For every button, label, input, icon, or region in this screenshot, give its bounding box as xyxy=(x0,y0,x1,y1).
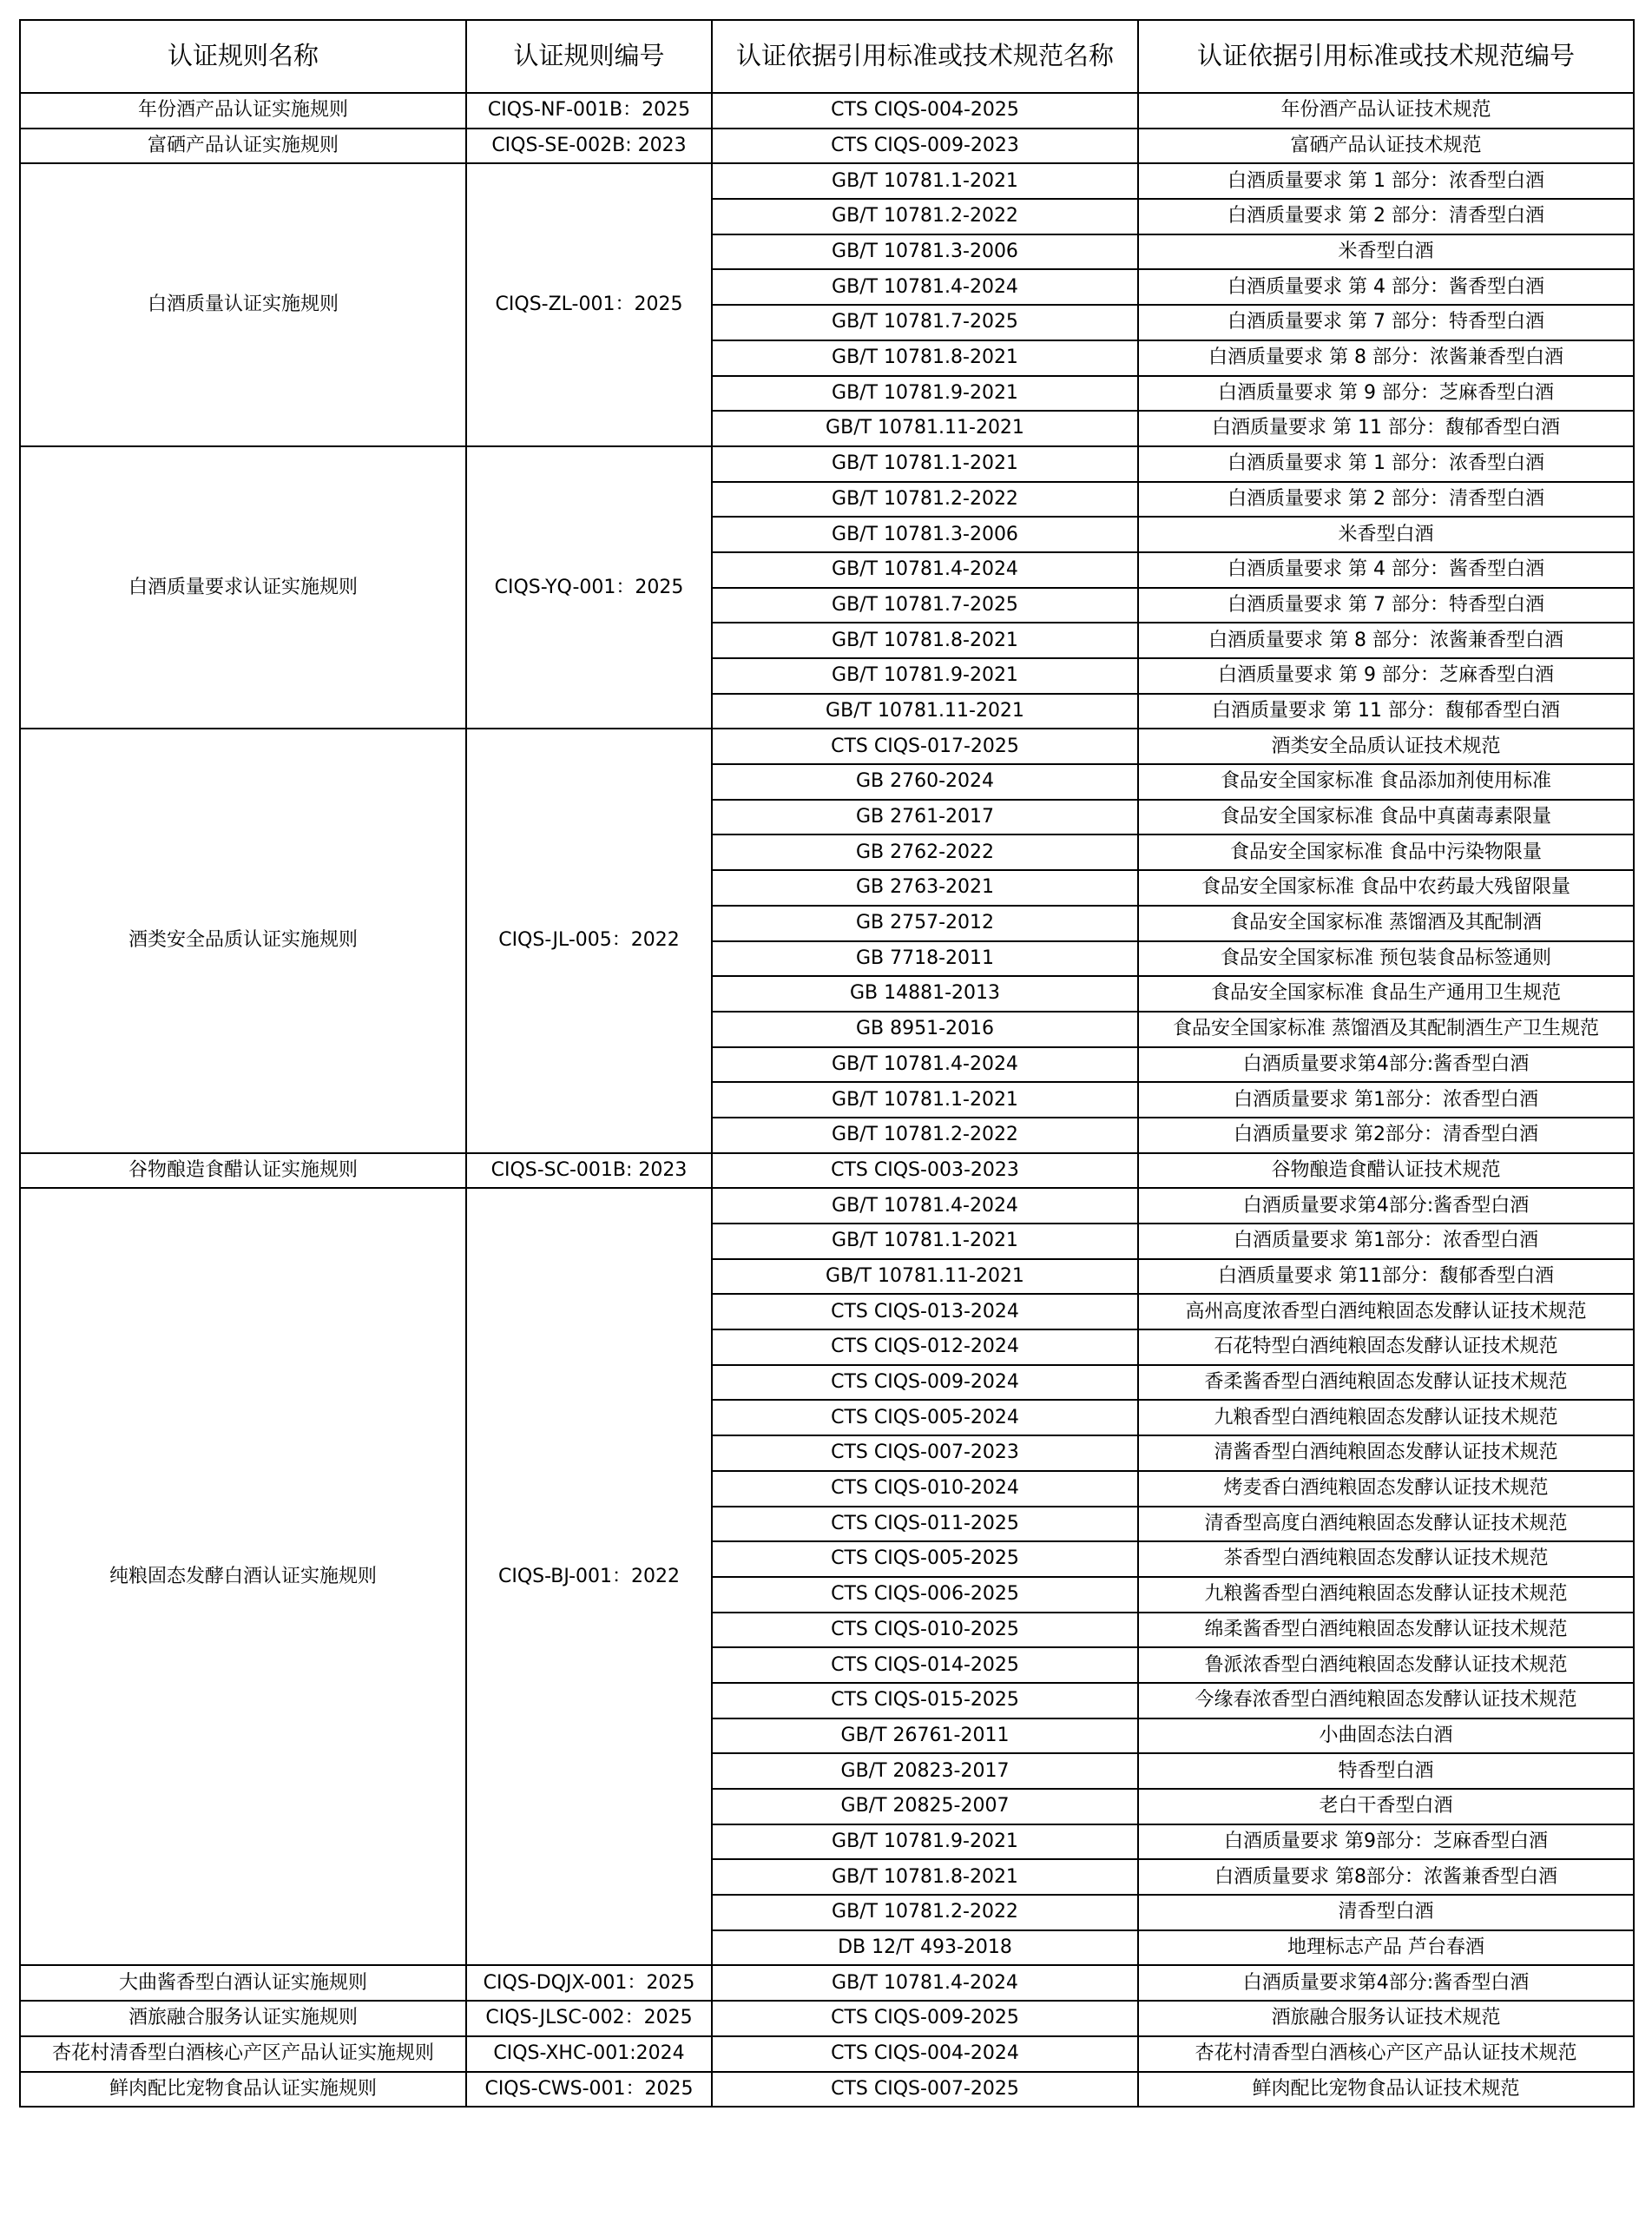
rule-name-cell: 谷物酿造食醋认证实施规则 xyxy=(20,1153,466,1189)
rule-code-cell: CIQS-JL-005：2022 xyxy=(466,729,712,1152)
table-row xyxy=(20,1965,1634,2001)
rule-code-cell: CIQS-NF-001B：2025 xyxy=(466,93,712,129)
standard-name-cell: 白酒质量要求 第 1 部分：浓香型白酒 xyxy=(1138,446,1634,482)
standard-code-cell: GB/T 10781.4-2024 xyxy=(712,1965,1138,2001)
table-row xyxy=(20,2001,1634,2036)
standard-code-cell: GB 2760-2024 xyxy=(712,764,1138,800)
standard-code-cell: GB 7718-2011 xyxy=(712,941,1138,977)
table-row xyxy=(20,163,1634,199)
standard-name-cell: 白酒质量要求 第 2 部分：清香型白酒 xyxy=(1138,482,1634,518)
rule-name-cell: 白酒质量认证实施规则 xyxy=(20,163,466,446)
standard-name-cell: 小曲固态法白酒 xyxy=(1138,1718,1634,1754)
standard-name-cell: 杏花村清香型白酒核心产区产品认证技术规范 xyxy=(1138,2036,1634,2072)
standard-code-cell: CTS CIQS-010-2025 xyxy=(712,1613,1138,1648)
rule-code-cell: CIQS-XHC-001:2024 xyxy=(466,2036,712,2072)
rule-code-cell: CIQS-SE-002B: 2023 xyxy=(466,129,712,164)
table-row xyxy=(20,129,1634,164)
standard-name-cell: 白酒质量要求 第 9 部分：芝麻香型白酒 xyxy=(1138,658,1634,694)
standard-code-cell: GB/T 10781.2-2022 xyxy=(712,1118,1138,1153)
rule-name-cell: 富硒产品认证实施规则 xyxy=(20,129,466,164)
standard-name-cell: 老白干香型白酒 xyxy=(1138,1789,1634,1824)
standard-code-cell: GB 2763-2021 xyxy=(712,870,1138,906)
standard-code-cell: GB/T 10781.3-2006 xyxy=(712,517,1138,552)
standard-name-cell: 白酒质量要求 第8部分：浓酱兼香型白酒 xyxy=(1138,1859,1634,1895)
standard-code-cell: GB/T 10781.1-2021 xyxy=(712,1224,1138,1259)
standard-name-cell: 食品安全国家标准 食品中农药最大残留限量 xyxy=(1138,870,1634,906)
standard-code-cell: GB/T 10781.4-2024 xyxy=(712,552,1138,588)
standard-name-cell: 特香型白酒 xyxy=(1138,1753,1634,1789)
standard-name-cell: 米香型白酒 xyxy=(1138,234,1634,270)
rule-name-cell: 大曲酱香型白酒认证实施规则 xyxy=(20,1965,466,2001)
standard-name-cell: 白酒质量要求 第9部分：芝麻香型白酒 xyxy=(1138,1824,1634,1860)
standard-code-cell: GB/T 10781.4-2024 xyxy=(712,1188,1138,1224)
rule-name-cell: 鲜肉配比宠物食品认证实施规则 xyxy=(20,2072,466,2108)
standard-code-cell: GB/T 10781.9-2021 xyxy=(712,658,1138,694)
rule-code-cell: CIQS-JLSC-002：2025 xyxy=(466,2001,712,2036)
standard-name-cell: 石花特型白酒纯粮固态发酵认证技术规范 xyxy=(1138,1329,1634,1365)
standard-code-cell: CTS CIQS-015-2025 xyxy=(712,1683,1138,1718)
table-row xyxy=(20,2036,1634,2072)
standard-name-cell: 高州高度浓香型白酒纯粮固态发酵认证技术规范 xyxy=(1138,1294,1634,1329)
table-row xyxy=(20,446,1634,482)
standard-code-cell: CTS CIQS-017-2025 xyxy=(712,729,1138,764)
standard-name-cell: 清酱香型白酒纯粮固态发酵认证技术规范 xyxy=(1138,1435,1634,1471)
standard-name-cell: 食品安全国家标准 食品添加剂使用标准 xyxy=(1138,764,1634,800)
rule-name-cell: 酒旅融合服务认证实施规则 xyxy=(20,2001,466,2036)
standard-code-cell: CTS CIQS-005-2024 xyxy=(712,1400,1138,1435)
standard-code-cell: CTS CIQS-005-2025 xyxy=(712,1541,1138,1577)
rule-code-cell: CIQS-BJ-001：2022 xyxy=(466,1188,712,1965)
rule-code-cell: CIQS-ZL-001：2025 xyxy=(466,163,712,446)
standard-name-cell: 鲁派浓香型白酒纯粮固态发酵认证技术规范 xyxy=(1138,1647,1634,1683)
standard-name-cell: 食品安全国家标准 食品生产通用卫生规范 xyxy=(1138,976,1634,1012)
standard-name-cell: 白酒质量要求 第 1 部分：浓香型白酒 xyxy=(1138,163,1634,199)
standard-code-cell: CTS CIQS-004-2024 xyxy=(712,2036,1138,2072)
standard-code-cell: GB/T 10781.7-2025 xyxy=(712,588,1138,623)
standard-code-cell: GB/T 10781.11-2021 xyxy=(712,411,1138,446)
standard-code-cell: GB/T 10781.8-2021 xyxy=(712,623,1138,658)
standard-code-cell: DB 12/T 493-2018 xyxy=(712,1930,1138,1966)
standard-code-cell: GB 14881-2013 xyxy=(712,976,1138,1012)
standard-code-cell: CTS CIQS-014-2025 xyxy=(712,1647,1138,1683)
standard-code-cell: GB 2761-2017 xyxy=(712,800,1138,835)
standard-name-cell: 白酒质量要求 第 8 部分：浓酱兼香型白酒 xyxy=(1138,623,1634,658)
rule-code-cell: CIQS-YQ-001：2025 xyxy=(466,446,712,729)
standard-code-cell: GB/T 10781.11-2021 xyxy=(712,1259,1138,1295)
standard-code-cell: GB/T 10781.2-2022 xyxy=(712,199,1138,234)
standard-name-cell: 白酒质量要求 第 9 部分：芝麻香型白酒 xyxy=(1138,376,1634,412)
standard-name-cell: 白酒质量要求 第11部分：馥郁香型白酒 xyxy=(1138,1259,1634,1295)
standard-code-cell: GB/T 10781.2-2022 xyxy=(712,482,1138,518)
standard-name-cell: 年份酒产品认证技术规范 xyxy=(1138,93,1634,129)
standard-code-cell: GB/T 10781.4-2024 xyxy=(712,1047,1138,1083)
standard-name-cell: 富硒产品认证技术规范 xyxy=(1138,129,1634,164)
standard-code-cell: GB/T 20825-2007 xyxy=(712,1789,1138,1824)
standard-name-cell: 清香型白酒 xyxy=(1138,1895,1634,1930)
rule-code-cell: CIQS-CWS-001：2025 xyxy=(466,2072,712,2108)
standard-code-cell: GB/T 10781.1-2021 xyxy=(712,446,1138,482)
standard-code-cell: GB/T 10781.8-2021 xyxy=(712,1859,1138,1895)
rule-code-cell: CIQS-DQJX-001：2025 xyxy=(466,1965,712,2001)
rule-name-cell: 年份酒产品认证实施规则 xyxy=(20,93,466,129)
standard-code-cell: CTS CIQS-007-2023 xyxy=(712,1435,1138,1471)
standard-name-cell: 白酒质量要求 第1部分：浓香型白酒 xyxy=(1138,1224,1634,1259)
standard-code-cell: GB/T 10781.3-2006 xyxy=(712,234,1138,270)
standard-name-cell: 白酒质量要求第4部分:酱香型白酒 xyxy=(1138,1188,1634,1224)
header-rule-name: 认证规则名称 xyxy=(20,20,466,93)
standard-name-cell: 白酒质量要求 第 8 部分：浓酱兼香型白酒 xyxy=(1138,340,1634,376)
standard-code-cell: CTS CIQS-009-2025 xyxy=(712,2001,1138,2036)
standard-code-cell: CTS CIQS-012-2024 xyxy=(712,1329,1138,1365)
standard-code-cell: CTS CIQS-004-2025 xyxy=(712,93,1138,129)
standard-name-cell: 九粮酱香型白酒纯粮固态发酵认证技术规范 xyxy=(1138,1577,1634,1613)
standard-name-cell: 白酒质量要求 第2部分：清香型白酒 xyxy=(1138,1118,1634,1153)
standard-code-cell: GB/T 20823-2017 xyxy=(712,1753,1138,1789)
rule-name-cell: 白酒质量要求认证实施规则 xyxy=(20,446,466,729)
standard-name-cell: 食品安全国家标准 蒸馏酒及其配制酒 xyxy=(1138,906,1634,941)
standard-code-cell: CTS CIQS-003-2023 xyxy=(712,1153,1138,1189)
standard-name-cell: 食品安全国家标准 食品中污染物限量 xyxy=(1138,834,1634,870)
standard-code-cell: GB/T 10781.11-2021 xyxy=(712,694,1138,729)
table-row xyxy=(20,1153,1634,1189)
standard-code-cell: GB/T 10781.2-2022 xyxy=(712,1895,1138,1930)
standard-name-cell: 白酒质量要求 第 11 部分：馥郁香型白酒 xyxy=(1138,694,1634,729)
standard-name-cell: 白酒质量要求 第 7 部分：特香型白酒 xyxy=(1138,588,1634,623)
standard-code-cell: CTS CIQS-011-2025 xyxy=(712,1507,1138,1542)
standard-code-cell: GB/T 10781.1-2021 xyxy=(712,1082,1138,1118)
standard-name-cell: 酒旅融合服务认证技术规范 xyxy=(1138,2001,1634,2036)
standard-name-cell: 酒类安全品质认证技术规范 xyxy=(1138,729,1634,764)
rule-name-cell: 杏花村清香型白酒核心产区产品认证实施规则 xyxy=(20,2036,466,2072)
standard-code-cell: GB 2762-2022 xyxy=(712,834,1138,870)
standard-code-cell: CTS CIQS-006-2025 xyxy=(712,1577,1138,1613)
standard-name-cell: 今缘春浓香型白酒纯粮固态发酵认证技术规范 xyxy=(1138,1683,1634,1718)
standard-name-cell: 谷物酿造食醋认证技术规范 xyxy=(1138,1153,1634,1189)
header-rule-code: 认证规则编号 xyxy=(466,20,712,93)
rule-name-cell: 纯粮固态发酵白酒认证实施规则 xyxy=(20,1188,466,1965)
standard-name-cell: 白酒质量要求第4部分:酱香型白酒 xyxy=(1138,1965,1634,2001)
header-row xyxy=(20,20,1634,93)
standard-code-cell: GB/T 10781.7-2025 xyxy=(712,305,1138,340)
standard-code-cell: GB 8951-2016 xyxy=(712,1012,1138,1047)
rule-name-cell: 酒类安全品质认证实施规则 xyxy=(20,729,466,1152)
certification-rules-table xyxy=(19,19,1635,2108)
standard-code-cell: CTS CIQS-007-2025 xyxy=(712,2072,1138,2108)
standard-name-cell: 白酒质量要求 第 4 部分：酱香型白酒 xyxy=(1138,269,1634,305)
standard-name-cell: 食品安全国家标准 蒸馏酒及其配制酒生产卫生规范 xyxy=(1138,1012,1634,1047)
table-row xyxy=(20,729,1634,764)
standard-code-cell: CTS CIQS-010-2024 xyxy=(712,1471,1138,1507)
standard-name-cell: 食品安全国家标准 预包装食品标签通则 xyxy=(1138,941,1634,977)
standard-name-cell: 白酒质量要求 第1部分：浓香型白酒 xyxy=(1138,1082,1634,1118)
standard-code-cell: GB/T 26761-2011 xyxy=(712,1718,1138,1754)
standard-name-cell: 茶香型白酒纯粮固态发酵认证技术规范 xyxy=(1138,1541,1634,1577)
standard-name-cell: 清香型高度白酒纯粮固态发酵认证技术规范 xyxy=(1138,1507,1634,1542)
standard-name-cell: 鲜肉配比宠物食品认证技术规范 xyxy=(1138,2072,1634,2108)
header-standard-code: 认证依据引用标准或技术规范名称 xyxy=(712,20,1138,93)
standard-name-cell: 白酒质量要求 第 4 部分：酱香型白酒 xyxy=(1138,552,1634,588)
standard-code-cell: GB/T 10781.1-2021 xyxy=(712,163,1138,199)
standard-name-cell: 烤麦香白酒纯粮固态发酵认证技术规范 xyxy=(1138,1471,1634,1507)
rule-code-cell: CIQS-SC-001B: 2023 xyxy=(466,1153,712,1189)
standard-code-cell: CTS CIQS-009-2023 xyxy=(712,129,1138,164)
table-row xyxy=(20,1188,1634,1224)
header-standard-name: 认证依据引用标准或技术规范编号 xyxy=(1138,20,1634,93)
standard-code-cell: CTS CIQS-009-2024 xyxy=(712,1365,1138,1401)
table-row xyxy=(20,2072,1634,2108)
standard-code-cell: GB/T 10781.8-2021 xyxy=(712,340,1138,376)
standard-name-cell: 食品安全国家标准 食品中真菌毒素限量 xyxy=(1138,800,1634,835)
standard-name-cell: 白酒质量要求 第 11 部分：馥郁香型白酒 xyxy=(1138,411,1634,446)
standard-name-cell: 九粮香型白酒纯粮固态发酵认证技术规范 xyxy=(1138,1400,1634,1435)
standard-code-cell: CTS CIQS-013-2024 xyxy=(712,1294,1138,1329)
standard-code-cell: GB 2757-2012 xyxy=(712,906,1138,941)
table-body xyxy=(20,93,1634,2107)
standard-name-cell: 地理标志产品 芦台春酒 xyxy=(1138,1930,1634,1966)
standard-code-cell: GB/T 10781.9-2021 xyxy=(712,1824,1138,1860)
standard-name-cell: 白酒质量要求第4部分:酱香型白酒 xyxy=(1138,1047,1634,1083)
standard-code-cell: GB/T 10781.9-2021 xyxy=(712,376,1138,412)
table-row xyxy=(20,93,1634,129)
standard-name-cell: 白酒质量要求 第 7 部分：特香型白酒 xyxy=(1138,305,1634,340)
standard-name-cell: 香柔酱香型白酒纯粮固态发酵认证技术规范 xyxy=(1138,1365,1634,1401)
standard-name-cell: 米香型白酒 xyxy=(1138,517,1634,552)
standard-code-cell: GB/T 10781.4-2024 xyxy=(712,269,1138,305)
standard-name-cell: 绵柔酱香型白酒纯粮固态发酵认证技术规范 xyxy=(1138,1613,1634,1648)
standard-name-cell: 白酒质量要求 第 2 部分：清香型白酒 xyxy=(1138,199,1634,234)
